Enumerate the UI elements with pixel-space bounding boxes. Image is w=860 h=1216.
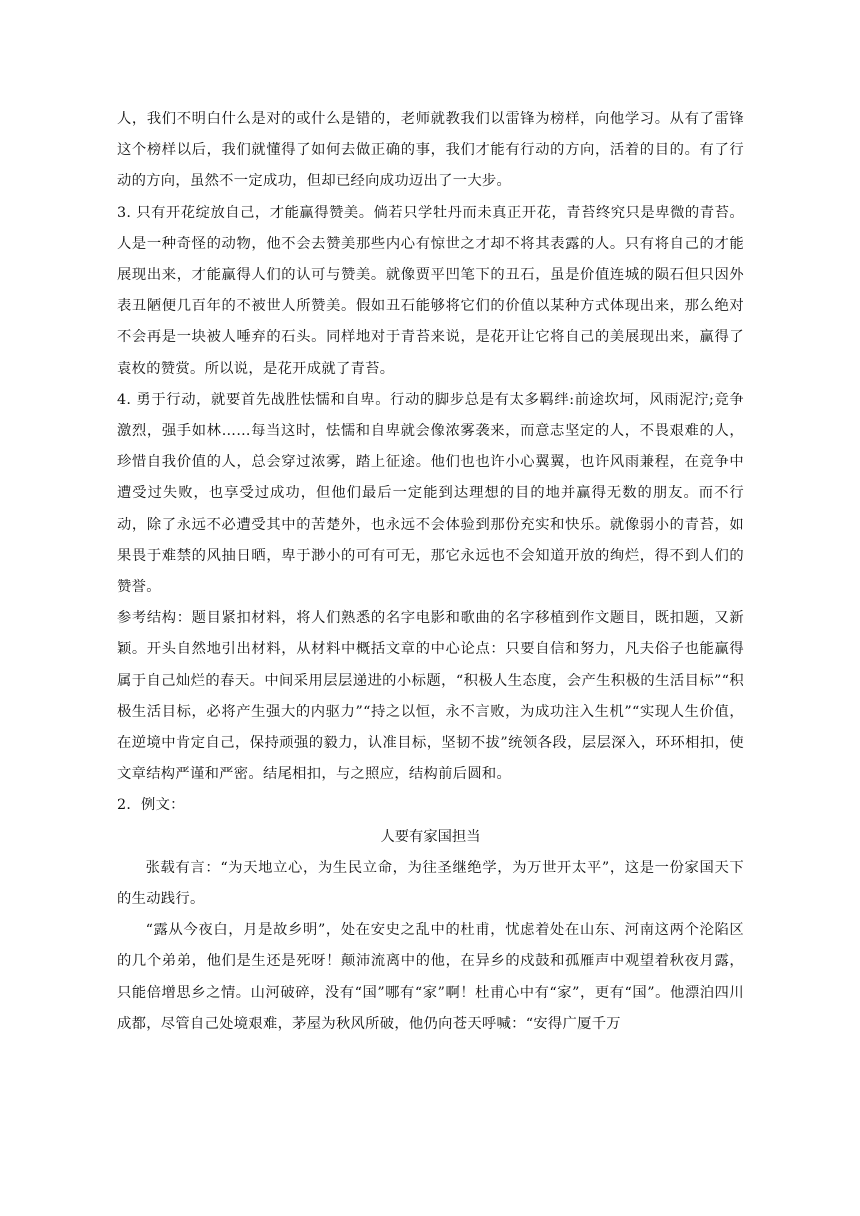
paragraph-leifeng-example: 人，我们不明白什么是对的或什么是错的，老师就教我们以雷锋为榜样，向他学习。从有了雷锋这个榜样以后，我们就懂得了如何去做正确的事，我们才能有行动的方向，活着的目的。有了行动的方向，虽然不一定成功，但却已经向成功迈出了一大步。 [117,111,744,190]
paragraph-point-4: 4. 勇于行动，就要首先战胜怯懦和自卑。行动的脚步总是有太多羁绊:前途坎坷，风雨泥泞;竞争激烈，强手如林……每当这时，怯懦和自卑就会像浓雾袭来，而意志坚定的人，不畏艰难的人，珍惜自我价值的人，总会穿过浓雾，踏上征途。他们也也许小心翼翼，也许风雨兼程，在竞争中遭受过失败，也享受过成功，但他们最后一定能到达理想的目的地并赢得无数的朋友。而不行动，除了永远不必遭受其中的苦楚外，也永远不会体验到那份充实和快乐。就像弱小的青苔，如果畏于难禁的风抽日晒，卑于渺小的可有可无，那它永远也不会知道开放的绚烂，得不到人们的赞誉。 [117,391,744,596]
paragraph-point-3: 3. 只有开花绽放自己，才能赢得赞美。倘若只学牡丹而未真正开花，青苔终究只是卑微的青苔。人是一种奇怪的动物，他不会去赞美那些内心有惊世之才却不将其表露的人。只有将自己的才能展现出来，才能赢得人们的认可与赞美。就像贾平凹笔下的丑石，虽是价值连城的陨石但只因外表丑陋便几百年的不被世人所赞美。假如丑石能够将它们的价值以某种方式体现出来，那么绝对不会再是一块被人唾弃的石头。同样地对于青苔来说，是花开让它将自己的美展现出来，赢得了袁枚的赞赏。所以说，是花开成就了青苔。 [117,204,744,377]
paragraph-example-heading: 2．例文： [117,797,185,814]
essay-title: 人要有家国担当 [380,828,481,845]
essay-paragraph-1: 张载有言：“为天地立心，为生民立命，为往圣继绝学，为万世开太平”，这是一份家国天下的生动践行。 [117,859,744,908]
document-page [117,104,744,1040]
essay-paragraph-2: “露从今夜白，月是故乡明”，处在安史之乱中的杜甫，忧虑着处在山东、河南这两个沦陷区的几个弟弟，他们是生还是死呀！颠沛流离中的他，在异乡的戍鼓和孤雁声中观望着秋夜月露，只能倍增思乡之情。山河破碎，没有“国”哪有“家”啊！杜甫心中有“家”，更有“国”。他漂泊四川成都，尽管自己处境艰难，茅屋为秋风所破，他仍向苍天呼喊：“安得广厦千万 [117,922,744,1032]
paragraph-reference-structure: 参考结构：题目紧扣材料，将人们熟悉的名字电影和歌曲的名字移植到作文题目，既扣题，又新颖。开头自然地引出材料，从材料中概括文章的中心论点：只要自信和努力，凡夫俗子也能赢得属于自己灿烂的春天。中间采用层层递进的小标题，“积极人生态度，会产生积极的生活目标”“积极生活目标，必将产生强大的内驱力”“持之以恒，永不言败，为成功注入生机”“实现人生价值，在逆境中肯定自己，保持顽强的毅力，认准目标，坚韧不拔”统领各段，层层深入，环环相扣，使文章结构严谨和严密。结尾相扣，与之照应，结构前后圆和。 [117,610,744,783]
